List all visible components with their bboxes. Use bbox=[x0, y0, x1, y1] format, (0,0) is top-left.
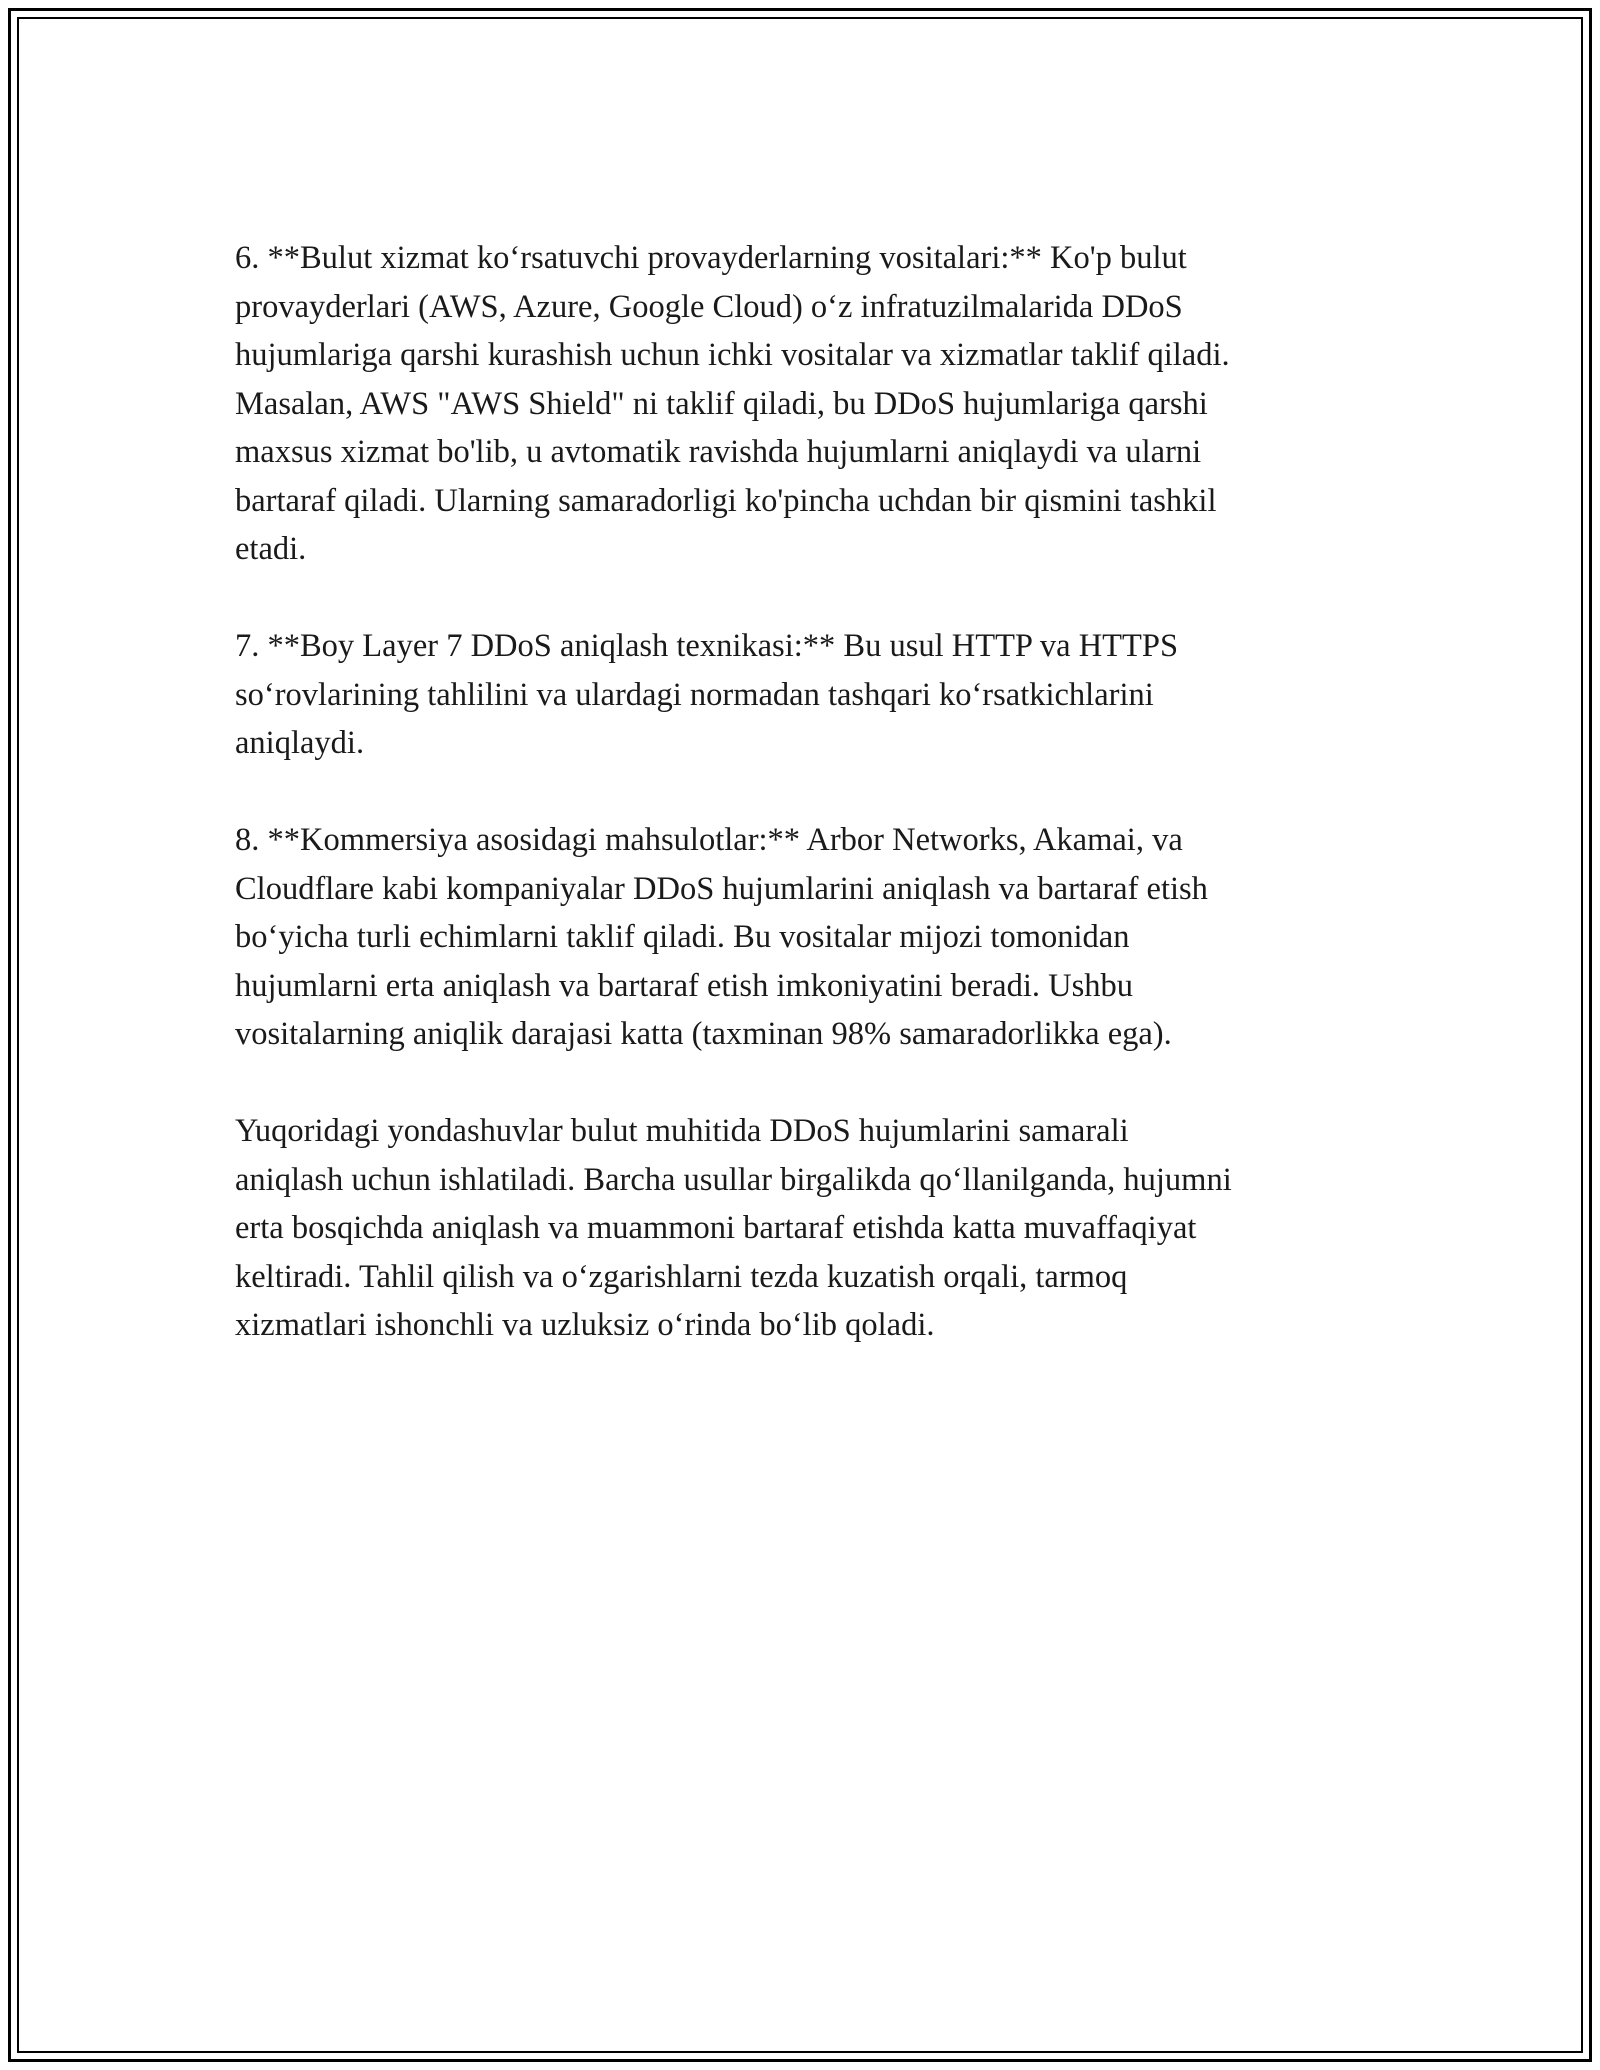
paragraph-item-8: 8. **Kommersiya asosidagi mahsulotlar:** Arbor Networks, Akamai, va Cloudflare kabi kompaniyalar DDoS hujumlarini aniqlash va bartaraf etish bo‘yicha turli echimlarni taklif qiladi. Bu vositalar mijozi tomonidan hujumlarni erta aniqlash va bartaraf etish imkoniyatini beradi. Ushbu vositalarning aniqlik darajasi katta (taxminan 98% samaradorlikka ega). bbox=[235, 822, 1208, 1052]
document-body bbox=[235, 234, 1375, 1398]
paragraph-conclusion: Yuqoridagi yondashuvlar bulut muhitida DDoS hujumlarini samarali aniqlash uchun ishlatiladi. Barcha usullar birgalikda qo‘llanilganda, hujumni erta bosqichda aniqlash va muammoni bartaraf etishda katta muvaffaqiyat keltiradi. Tahlil qilish va o‘zgarishlarni tezda kuzatish orqali, tarmoq xizmatlari ishonchli va uzluksiz o‘rinda bo‘lib qoladi. bbox=[235, 1113, 1232, 1343]
paragraph-item-6: 6. **Bulut xizmat ko‘rsatuvchi provayderlarning vositalari:** Ko'p bulut provayderlari (AWS, Azure, Google Cloud) o‘z infratuzilmalarida DDoS hujumlariga qarshi kurashish uchun ichki vositalar va xizmatlar taklif qiladi. Masalan, AWS "AWS Shield" ni taklif qiladi, bu DDoS hujumlariga qarshi maxsus xizmat bo'lib, u avtomatik ravishda hujumlarni aniqlaydi va ularni bartaraf qiladi. Ularning samaradorligi ko'pincha uchdan bir qismini tashkil etadi. bbox=[235, 240, 1230, 567]
paragraph-item-7: 7. **Boy Layer 7 DDoS aniqlash texnikasi:** Bu usul HTTP va HTTPS so‘rovlarining tahlilini va ulardagi normadan tashqari ko‘rsatkichlarini aniqlaydi. bbox=[235, 628, 1179, 761]
